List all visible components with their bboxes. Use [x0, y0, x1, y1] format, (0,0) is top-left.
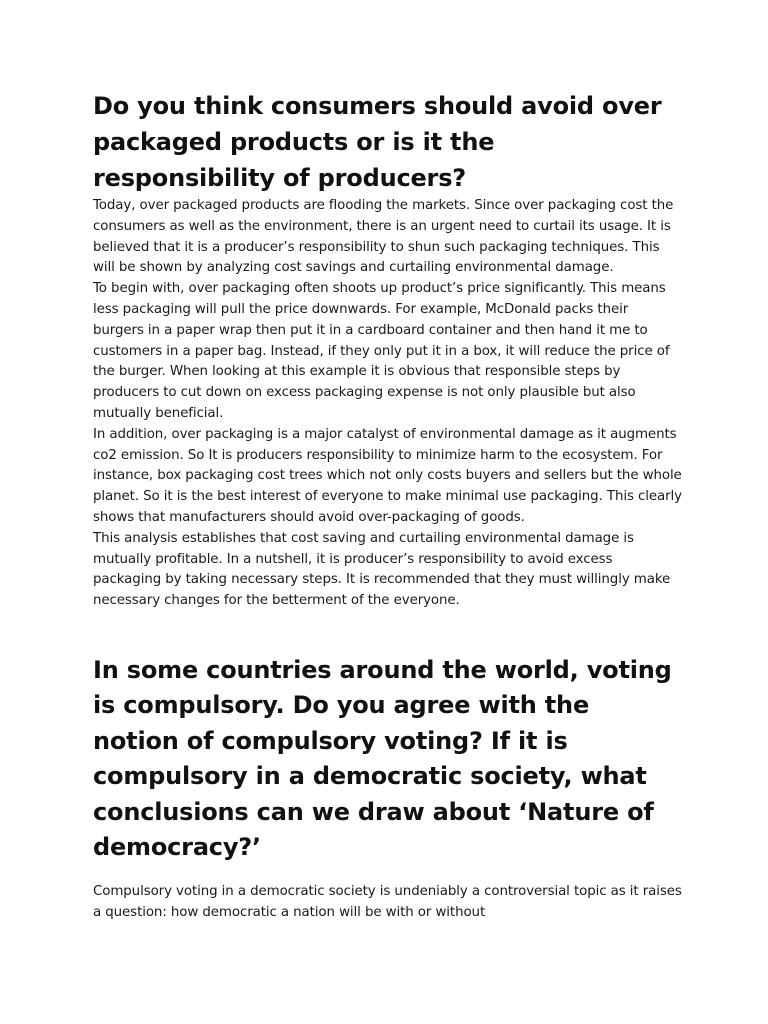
essay-1-paragraph-2: To begin with, over packaging often shoots up product’s price significantly. This means less packaging will pull the price downwards. For example, McDonald packs their burgers in a paper wrap then put it in a cardboard container and then hand it me to customers in a paper bag. Instead, if they only put it in a box, it will reduce the price of the burger. When looking at this example it is obvious that responsible steps by producers to cut down on excess packaging expense is not only plausible but also mutually beneficial.	[93, 281, 670, 421]
essay-1-paragraph-4: This analysis establishes that cost saving and curtailing environmental damage is mutually profitable. In a nutshell, it is producer’s responsibility to avoid excess packaging by taking necessary steps. It is recommended that they must willingly make necessary changes for the betterment of the everyone.	[93, 530, 671, 609]
essay-1-paragraph-1: Today, over packaged products are flooding the markets. Since over packaging cost the consumers as well as the environment, there is an urgent need to curtail its usage. It is believed that it is a producer’s responsibility to shun such packaging techniques. This will be shown by analyzing cost savings and curtailing environmental damage.	[93, 198, 674, 276]
essay-2-paragraph-1: Compulsory voting in a democratic society is undeniably a controversial topic as it raises a question: how democratic a nation will be with or without	[93, 883, 682, 920]
essay-1-paragraph-3: In addition, over packaging is a major catalyst of environmental damage as it augments co2 emission. So It is producers responsibility to minimize harm to the ecosystem. For instance, box packaging cost trees which not only costs buyers and sellers but the whole planet. So it is the best interest of everyone to make minimal use packaging. This clearly shows that manufacturers should avoid over-packaging of goods.	[93, 426, 682, 525]
essay-1-heading: Do you think consumers should avoid over packaged products or is it the responsibility of producers?	[93, 92, 662, 192]
essay-2-heading: In some countries around the world, voting is compulsory. Do you agree with the notion of compulsory voting? If it is compulsory in a democratic society, what conclusions can we draw about ‘Nature of democracy?’	[93, 655, 672, 862]
